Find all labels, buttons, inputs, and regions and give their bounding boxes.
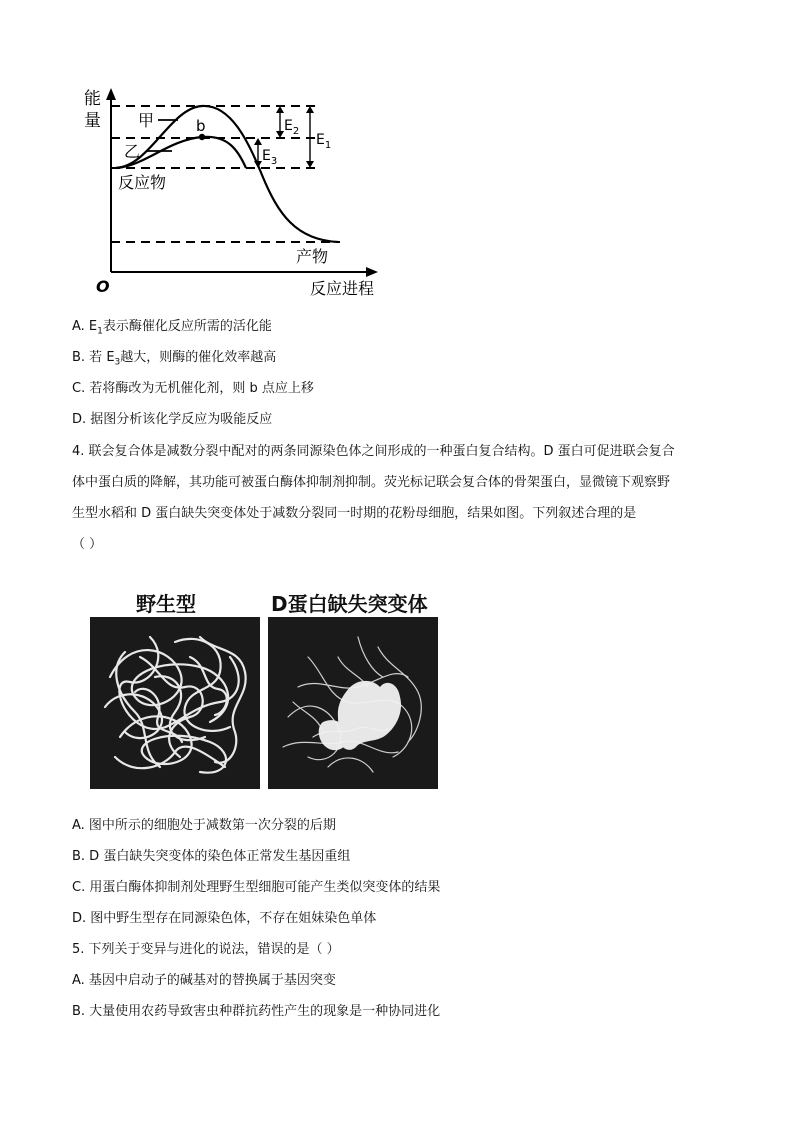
q5-option-a: A. 基因中启动子的碱基对的替换属于基因突变 xyxy=(72,973,336,988)
e1-label: $E_1$ xyxy=(316,132,332,151)
q3-option-a-pre: A. E xyxy=(72,319,98,334)
e1-arrow-up xyxy=(306,106,314,113)
q4-stem-line-1: 4. 联会复合体是减数分裂中配对的两条同源染色体之间形成的一种蛋白复合结构。D 蛋白可促进联会复合 xyxy=(72,444,675,459)
q3-option-c: C. 若将酶改为无机催化剂，则 b 点应上移 xyxy=(72,381,314,396)
energy-diagram xyxy=(0,0,794,310)
y-label-1: 能 xyxy=(84,89,101,109)
curve-yi-label: 乙 xyxy=(124,142,141,161)
wild-type-chromosomes xyxy=(90,617,260,789)
reactant-label: 反应物 xyxy=(118,173,167,192)
e3-label: $E_3$ xyxy=(262,148,278,167)
q4-option-a: A. 图中所示的细胞处于减数第一次分裂的后期 xyxy=(72,818,336,833)
x-axis-label: 反应进程 xyxy=(310,279,375,298)
q5-option-b: B. 大量使用农药导致害虫种群抗药性产生的现象是一种协同进化 xyxy=(72,1004,441,1019)
q3-option-a-sub: 1 xyxy=(97,326,103,337)
e2-arrow-up xyxy=(276,106,284,113)
point-b-label: b xyxy=(196,117,206,135)
q3-option-a xyxy=(72,318,272,341)
y-axis-arrow xyxy=(106,88,116,100)
q4-option-b: B. D 蛋白缺失突变体的染色体正常发生基因重组 xyxy=(72,849,351,864)
e3-arrow-up xyxy=(254,138,262,145)
e3-arrow-down xyxy=(254,161,262,168)
q4-stem-line-4: （ ） xyxy=(72,537,103,552)
q3-option-d: D. 据图分析该化学反应为吸能反应 xyxy=(72,412,273,427)
origin-label: O xyxy=(96,277,110,296)
e2-arrow-down xyxy=(276,131,284,138)
q3-option-a-post: 表示酶催化反应所需的活化能 xyxy=(102,319,272,334)
mutant-micrograph xyxy=(268,617,438,789)
e1-arrow-down xyxy=(306,161,314,168)
q4-option-d: D. 图中野生型存在同源染色体，不存在姐妹染色单体 xyxy=(72,911,377,926)
q4-stem-line-3: 生型水稻和 D 蛋白缺失突变体处于减数分裂同一时期的花粉母细胞，结果如图。下列叙述合理的是 xyxy=(72,506,637,521)
q3-option-b-post: 越大，则酶的催化效率越高 xyxy=(120,350,277,365)
wild-type-micrograph xyxy=(90,617,260,789)
y-label-2: 量 xyxy=(84,111,101,131)
q5-stem: 5. 下列关于变异与进化的说法，错误的是（ ） xyxy=(72,942,340,957)
product-label: 产物 xyxy=(296,247,329,266)
q3-option-b-sub: 3 xyxy=(114,357,121,368)
curve-jia-label: 甲 xyxy=(138,111,155,130)
e2-label: $E_2$ xyxy=(284,118,300,137)
mutant-label: D蛋白缺失突变体 xyxy=(271,592,428,616)
q3-option-b-pre: B. 若 E xyxy=(72,350,115,365)
wild-type-label: 野生型 xyxy=(136,592,196,616)
q3-option-b xyxy=(72,349,276,372)
q4-option-c: C. 用蛋白酶体抑制剂处理野生型细胞可能产生类似突变体的结果 xyxy=(72,880,441,895)
mutant-chromosomes xyxy=(268,617,438,789)
x-axis-arrow xyxy=(366,267,378,277)
q4-stem-line-2: 体中蛋白质的降解，其功能可被蛋白酶体抑制剂抑制。荧光标记联会复合体的骨架蛋白，显微镜下观察野 xyxy=(72,475,671,490)
